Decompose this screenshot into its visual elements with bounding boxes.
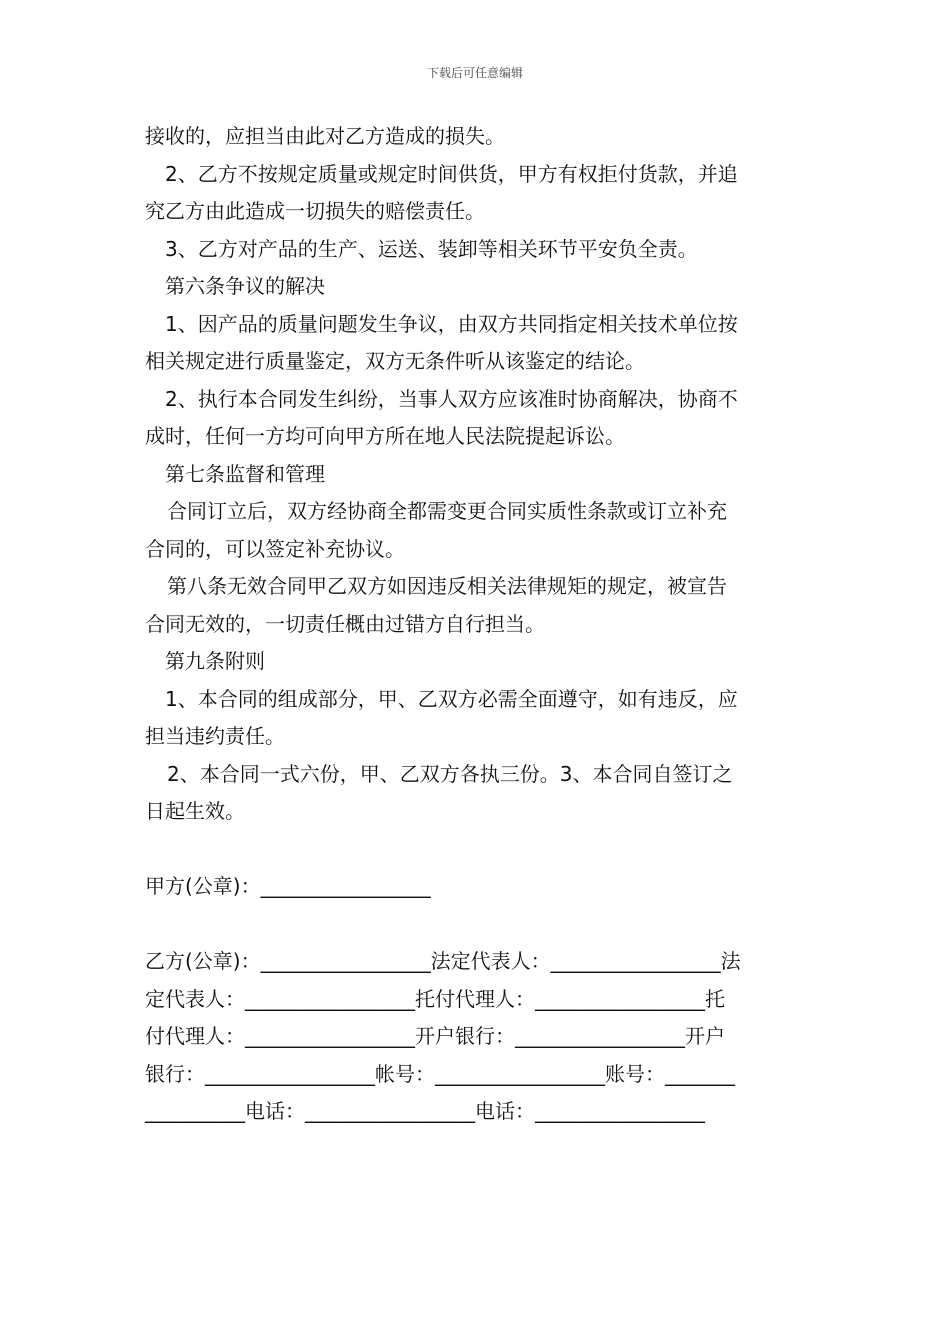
paragraph-line: 合同订立后，双方经协商全都需变更合同实质性条款或订立补充 <box>167 499 727 523</box>
paragraph-line: 接收的，应担当由此对乙方造成的损失。 <box>145 124 505 148</box>
party-a-signature: 甲方(公章)：_________________ <box>145 874 431 898</box>
paragraph-line: 成时，任何一方均可向甲方所在地人民法院提起诉讼。 <box>145 424 625 448</box>
section-heading-6: 第六条争议的解决 <box>165 274 325 298</box>
document-body <box>145 118 807 1131</box>
clause-2: 2、执行本合同发生纠纷，当事人双方应该准时协商解决，协商不 <box>165 386 738 411</box>
clause-2: 2、本合同一式六份，甲、乙双方各执三份。3、本合同自签订之 <box>167 761 733 786</box>
clause-3: 3、乙方对产品的生产、运送、装卸等相关环节平安负全责。 <box>165 236 698 261</box>
clause-1: 1、因产品的质量问题发生争议，由双方共同指定相关技术单位按 <box>165 311 738 336</box>
paragraph-line: 合同无效的，一切责任概由过错方自行担当。 <box>145 611 545 636</box>
section-heading-9: 第九条附则 <box>165 649 265 673</box>
signature-line: 付代理人：_________________开户银行：_________________开户 <box>145 1024 725 1048</box>
paragraph-line: 担当违约责任。 <box>145 724 285 748</box>
clause-1: 1、本合同的组成部分，甲、乙双方必需全面遵守，如有违反，应 <box>165 686 738 711</box>
section-heading-8: 第八条无效合同甲乙双方如因违反相关法律规矩的规定，被宣告 <box>167 574 727 598</box>
party-b-signature-block <box>145 943 807 1131</box>
signature-line: 银行：_________________帐号：_________________账号：_______ <box>145 1061 735 1086</box>
paragraph-line: 究乙方由此造成一切损失的赔偿责任。 <box>145 199 485 223</box>
page-header: 下载后可任意编辑 <box>426 66 523 80</box>
paragraph-line: 日起生效。 <box>145 799 245 823</box>
section-heading-7: 第七条监督和管理 <box>165 461 325 486</box>
paragraph-line: 合同的，可以签定补充协议。 <box>145 536 405 561</box>
signature-line: __________电话：_________________电话：_________________ <box>145 1099 705 1123</box>
paragraph-line: 相关规定进行质量鉴定，双方无条件听从该鉴定的结论。 <box>145 349 645 373</box>
signature-line: 乙方(公章)：_________________法定代表人：_________________法 <box>145 949 741 973</box>
signature-line: 定代表人：_________________托付代理人：_________________托 <box>145 986 725 1011</box>
clause-2: 2、乙方不按规定质量或规定时间供货，甲方有权拒付货款，并追 <box>165 161 738 186</box>
